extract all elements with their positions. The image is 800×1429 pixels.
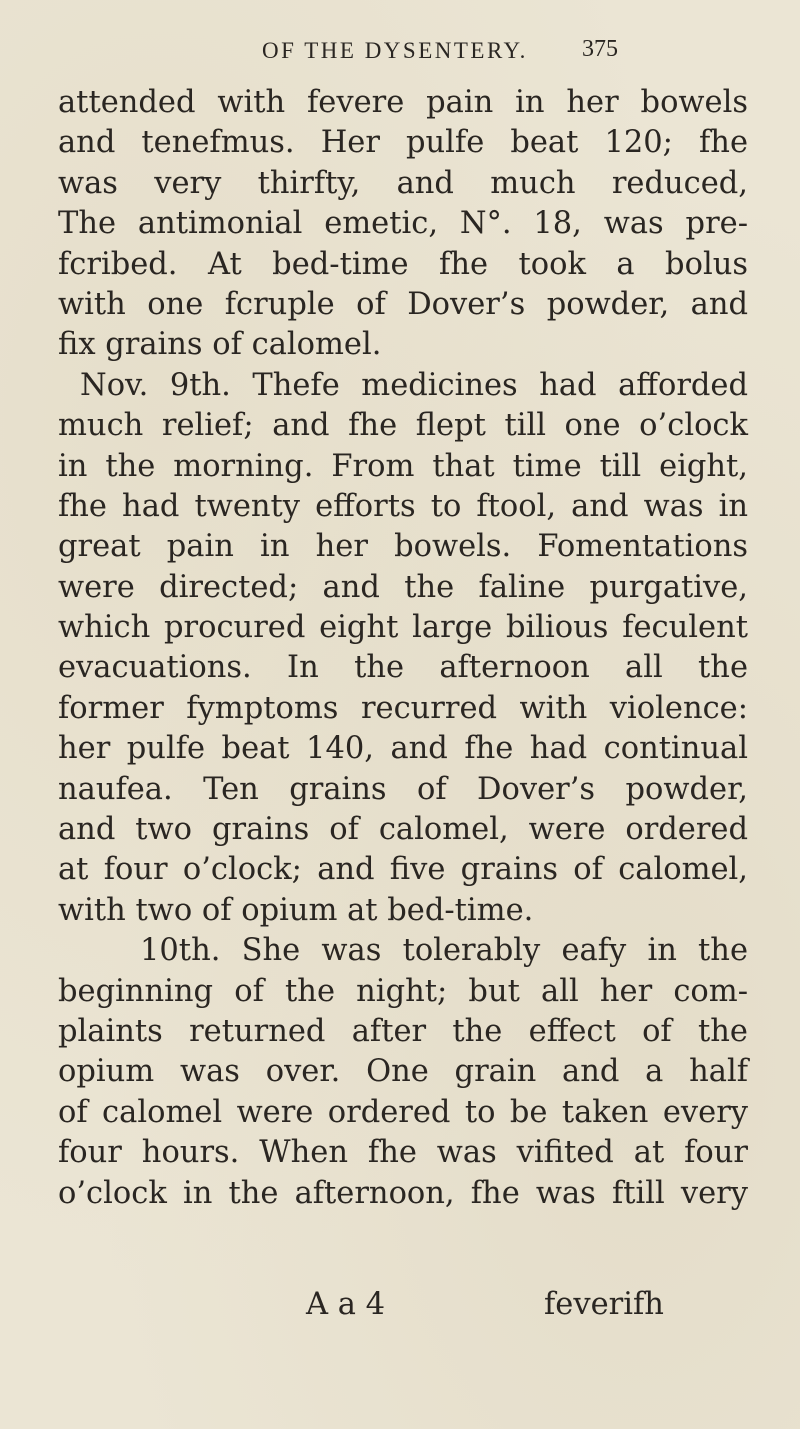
text-line: her pulfe beat 140, and fhe had continual: [58, 731, 748, 767]
text-line: and two grains of calomel, were ordered: [58, 812, 748, 848]
text-line: much relief; and fhe flept till one o’clock: [58, 408, 748, 444]
text-line: evacuations. In the afternoon all the: [58, 650, 748, 686]
text-line: Nov. 9th. Thefe medicines had afforded: [80, 367, 748, 403]
text-line: with two of opium at bed-time.: [58, 892, 534, 928]
text-line: The antimonial emetic, N°. 18, was pre-: [58, 206, 748, 242]
text-line: opium was over. One grain and a half: [58, 1054, 748, 1090]
text-line: attended with fevere pain in her bowels: [58, 85, 748, 120]
text-line: beginning of the night; but all her com-: [58, 973, 748, 1009]
page-number: 375: [582, 36, 618, 62]
text-line: four hours. When fhe was vifited at four: [58, 1135, 748, 1171]
text-line: great pain in her bowels. Fomentations: [58, 529, 748, 565]
text-line: was very thirfty, and much reduced,: [58, 165, 748, 201]
signature-mark: A a 4: [306, 1287, 386, 1322]
text-line: of calomel were ordered to be taken every: [58, 1094, 748, 1130]
text-line: naufea. Ten grains of Dover’s powder,: [58, 771, 748, 807]
running-title: OF THE DYSENTERY.: [262, 38, 528, 63]
text-line: which procured eight large bilious feculent: [58, 610, 748, 646]
text-line: with one fcruple of Dover’s powder, and: [58, 286, 748, 322]
text-line: at four o’clock; and five grains of calomel,: [58, 852, 748, 888]
page-footer: [0, 1285, 800, 1325]
text-line: fix grains of calomel.: [58, 327, 382, 363]
body-text: [58, 83, 748, 1214]
text-line: plaints returned after the effect of the: [58, 1013, 748, 1049]
text-line: and tenefmus. Her pulfe beat 120; fhe: [58, 125, 748, 161]
text-line: former fymptoms recurred with violence:: [58, 690, 748, 726]
text-line: 10th. She was tolerably eafy in the: [140, 933, 748, 969]
text-line: in the morning. From that time till eight,: [58, 448, 748, 484]
text-line: fhe had twenty efforts to ftool, and was in: [58, 488, 748, 524]
text-line: o’clock in the afternoon, fhe was ftill very: [58, 1175, 748, 1211]
text-line: fcribed. At bed-time fhe took a bolus: [58, 246, 748, 282]
catchword: feverifh: [544, 1287, 664, 1322]
text-line: were directed; and the faline purgative,: [58, 569, 748, 605]
